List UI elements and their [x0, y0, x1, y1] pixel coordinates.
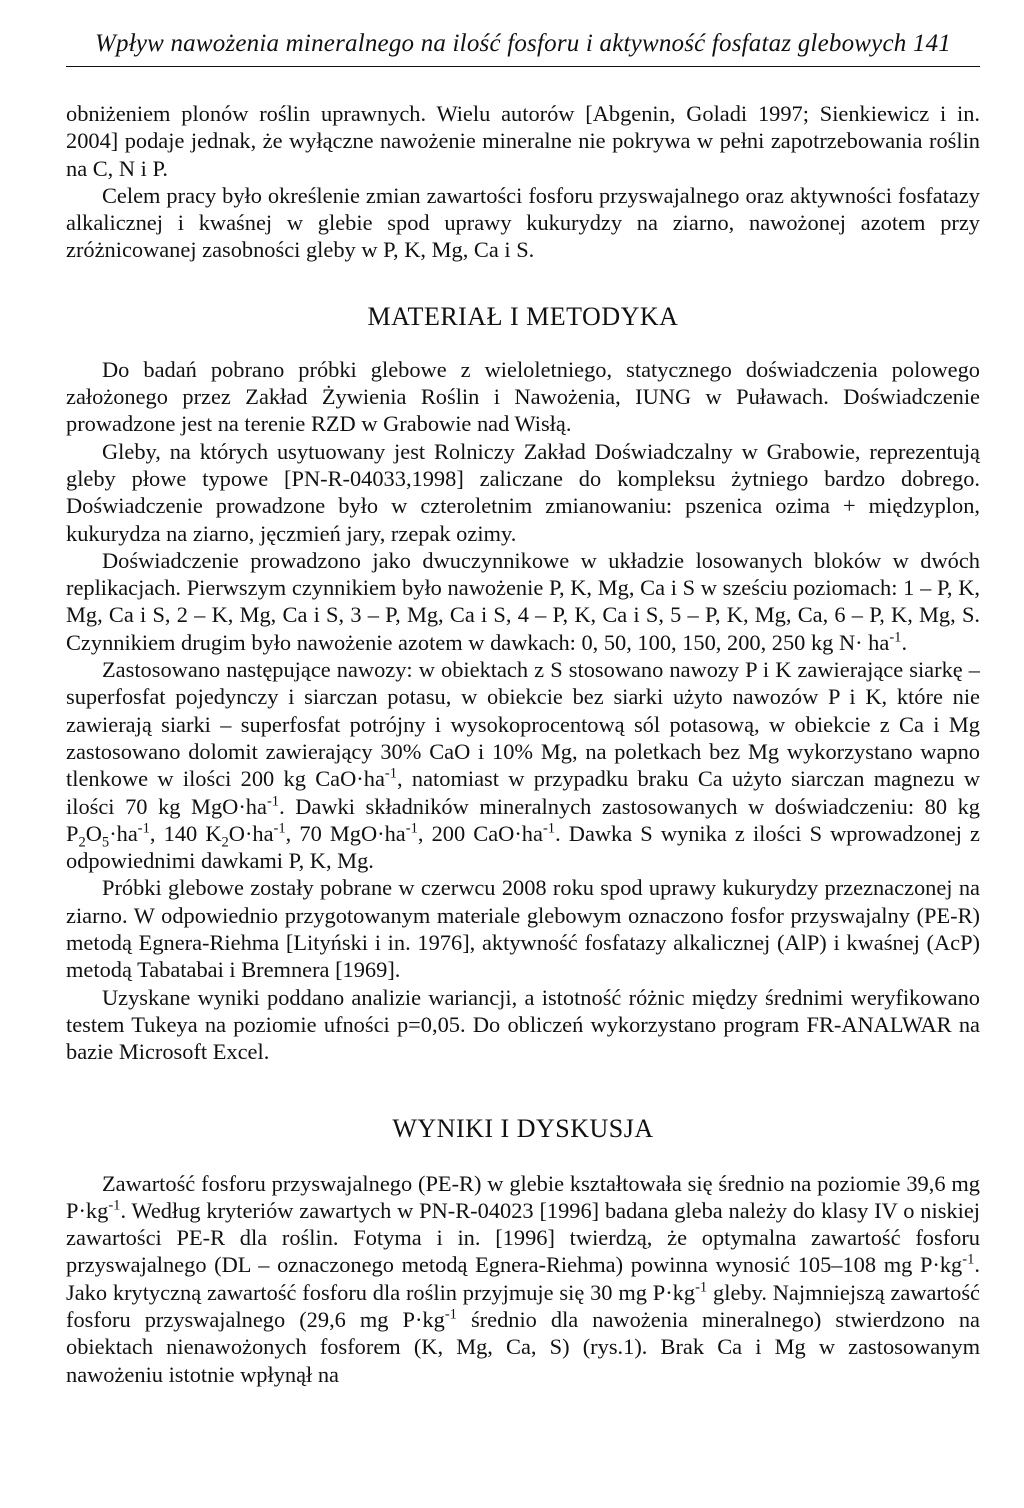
exponent: -1	[384, 765, 398, 782]
running-header: Wpływ nawożenia mineralnego na ilość fosforu i aktywność fosfataz glebowych 141	[94, 30, 951, 57]
subscript: 2	[78, 834, 86, 851]
methods-p3-exponent: -1	[889, 629, 902, 646]
body-text	[66, 100, 980, 1388]
exponent: -1	[108, 1197, 121, 1214]
exponent: -1	[695, 1279, 708, 1296]
exponent: -1	[137, 820, 150, 837]
methods-p4-part-e: ·ha	[109, 820, 138, 846]
methods-p3-text: Doświadczenie prowadzono jako dwuczynnikowe w układzie losowanych bloków w dwóch replikacjach. Pierwszym czynnikiem było nawożenie P, K, Mg, Ca i S w sześciu poziomach: 1 – P, K, Mg, Ca i S, 2 – K, Mg, Ca i S, 3 – P, Mg, Ca i S, 4 – P, K, Ca i S, 5 – P, K, Mg, Ca, 6 – P, K, Mg, S. Czynnikiem drugim było nawożenie azotem w dawkach: 0, 50, 100, 150, 200, 250 kg N· ha	[66, 547, 980, 655]
section-heading-methods: MATERIAŁ I METODYKA	[367, 301, 679, 331]
exponent: -1	[444, 1306, 457, 1323]
exponent: -1	[962, 1251, 975, 1268]
subscript: 5	[101, 834, 110, 851]
results-p1-part-c: . Jako krytyczną zawartość fosforu dla roślin przyjmuje się 30 mg P·kg	[66, 1252, 980, 1305]
methods-paragraph-5: Próbki glebowe zostały pobrane w czerwcu 2008 roku spod uprawy kukurydzy przeznaczonej na ziarno. W odpowiednio przygotowanym materiale glebowym oznaczono fosfor przyswajalny (PE-R) metodą Egnera-Riehma [Lityński i in. 1976], aktywność fosfatazy alkalicznej (AlP) i kwaśnej (AcP) metodą Tabatabai i Bremnera [1969].	[66, 875, 980, 983]
intro-paragraph-2: Celem pracy było określenie zmian zawartości fosforu przyswajalnego oraz aktywności fosfatazy alkalicznej i kwaśnej w glebie spod uprawy kukurydzy na ziarno, nawożonej azotem przy zróżnicowanej zasobności gleby w P, K, Mg, Ca i S.	[66, 182, 980, 263]
intro-paragraph-1: obniżeniem plonów roślin uprawnych. Wielu autorów [Abgenin, Goladi 1997; Sienkiewicz i in. 2004] podaje jednak, że wyłączne nawożenie mineralne nie pokrywa w pełni zapotrzebowania roślin na C, N i P.	[66, 101, 980, 181]
methods-paragraph-1: Do badań pobrano próbki glebowe z wieloletniego, statycznego doświadczenia polowego założonego przez Zakład Żywienia Roślin i Nawożenia, IUNG w Puławach. Doświadczenie prowadzone jest na terenie RZD w Grabowie nad Wisłą.	[66, 356, 980, 437]
results-p1-part-a: Zawartość fosforu przyswajalnego (PE-R) w glebie kształtowała się średnio na poziomie 39,6 mg P·kg	[66, 1170, 980, 1223]
subscript: 2	[221, 834, 229, 851]
results-p1-part-d: gleby. Najmniejszą zawartość fosforu przyswajalnego (29,6 mg P·kg	[66, 1279, 980, 1332]
methods-p4-part-j: . Dawka S wynika z ilości S wprowadzonej z odpowiednimi dawkami P, K, Mg.	[66, 820, 980, 874]
exponent: -1	[405, 820, 418, 837]
methods-p4-part-h: , 70 MgO·ha	[285, 820, 406, 846]
methods-paragraph-4	[66, 656, 980, 874]
exponent: -1	[273, 820, 286, 837]
methods-p3-end: .	[901, 629, 908, 655]
header-rule	[66, 66, 980, 67]
results-p1-part-e: średnio dla nawożenia mineralnego) stwierdzono na obiektach nienawożonych fosforem (K, Mg, Ca, S) (rys.1). Brak Ca i Mg w zastosowanym nawożeniu istotnie wpłynął na	[66, 1306, 980, 1387]
section-heading-results: WYNIKI I DYSKUSJA	[392, 1113, 654, 1143]
methods-paragraph-2: Gleby, na których usytuowany jest Rolniczy Zakład Doświadczalny w Grabowie, reprezentują gleby płowe typowe [PN-R-04033,1998] zaliczane do kompleksu żytniego bardzo dobrego. Doświadczenie prowadzone było w czteroletnim zmianowaniu: pszenica ozima + międzyplon, kukurydza na ziarno, jęczmień jary, rzepak ozimy.	[66, 438, 980, 546]
methods-p4-part-f: , 140 K	[149, 820, 222, 846]
results-p1-part-b: . Według kryteriów zawartych w PN-R-04023 [1996] badana gleba należy do klasy IV o niskiej zawartości PE-R dla roślin. Fotyma i in. [1996] twierdzą, że optymalna zawartość fosforu przyswajalnego (DL – oznaczonego metodą Egnera-Riehma) powinna wynosić 105–108 mg P·kg	[66, 1197, 980, 1278]
methods-p4-part-c: . Dawki składników mineralnych zastosowanych w doświadczeniu: 80 kg P	[66, 793, 980, 846]
methods-p4-part-g: O·ha	[228, 820, 274, 846]
methods-p4-part-d: O	[85, 820, 102, 846]
methods-paragraph-3	[66, 547, 980, 656]
methods-p4-part-b: , natomiast w przypadku braku Ca użyto siarczan magnezu w ilości 70 kg MgO·ha	[66, 766, 980, 819]
methods-p4-part-a: Zastosowano następujące nawozy: w obiektach z S stosowano nawozy P i K zawierające siarkę – superfosfat pojedynczy i siarczan potasu, w obiekcie bez siarki użyto nawozów P i K, które nie zawierają siarki – superfosfat potrójny i wysokoprocentową sól potasową, w obiekcie z Ca i Mg zastosowano dolomit zawierający 30% CaO i 10% Mg, na poletkach bez Mg wykorzystano wapno tlenkowe w ilości 200 kg CaO·ha	[66, 657, 980, 792]
exponent: -1	[266, 793, 280, 810]
exponent: -1	[542, 820, 556, 837]
methods-paragraph-6: Uzyskane wyniki poddano analizie wariancji, a istotność różnic między średnimi weryfikowano testem Tukeya na poziomie ufności p=0,05. Do obliczeń wykorzystano program FR-ANALWAR na bazie Microsoft Excel.	[66, 984, 980, 1065]
methods-p4-part-i: , 200 CaO·ha	[417, 820, 543, 846]
results-paragraph-1	[66, 1170, 980, 1388]
